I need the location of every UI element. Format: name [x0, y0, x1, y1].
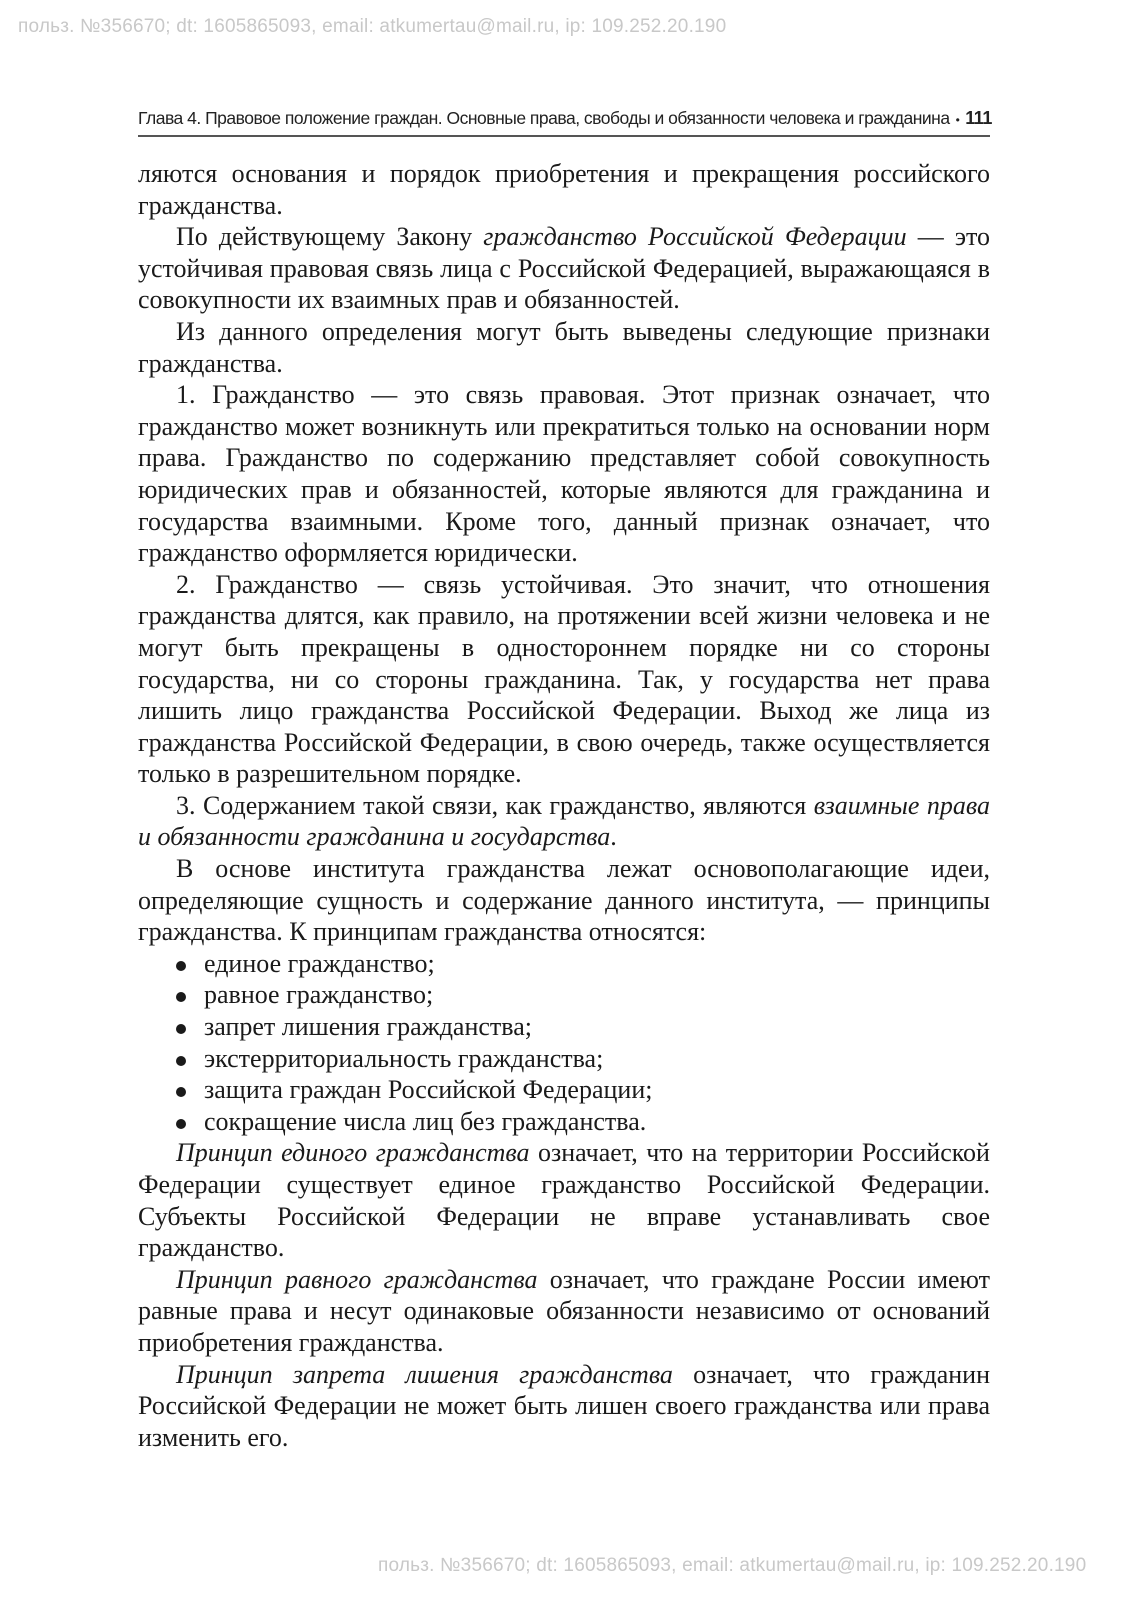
- list-item: [176, 948, 990, 980]
- emphasis: гражданство Российской Федерации: [483, 222, 907, 252]
- header-bullet: •: [955, 113, 960, 127]
- text: .: [610, 822, 617, 852]
- bullet-icon: [176, 992, 186, 1002]
- watermark-top: польз. №356670; dt: 1605865093, email: atkumertau@mail.ru, ip: 109.252.20.190: [18, 16, 727, 37]
- list-item: [176, 1074, 990, 1106]
- paragraph-sign-1: 1. Гражданство — это связь правовая. Этот признак означает, что гражданство может возникнуть или прекратиться только на основании норм права. Гражданство по содержанию представляет собой совокупность юридических прав и обязанностей, которые являются для гражданина и государства взаимными. Кроме того, данный признак означает, что гражданство оформляется юридически.: [138, 380, 990, 568]
- paragraph-signs-intro: Из данного определения могут быть выведены следующие признаки гражданства.: [138, 316, 990, 378]
- list-item: [176, 1106, 990, 1138]
- text: 3. Содержанием такой связи, как гражданство, являются: [176, 790, 814, 820]
- emphasis: Принцип единого гражданства: [176, 1138, 530, 1168]
- emphasis: Принцип запрета лишения гражданства: [176, 1359, 673, 1389]
- paragraph-principles-intro: В основе института гражданства лежат основополагающие идеи, определяющие сущность и содержание данного института, — принципы гражданства. К принципам гражданства относятся:: [138, 854, 990, 947]
- list-item-text: равное гражданство;: [204, 980, 434, 1010]
- list-item-text: единое гражданство;: [204, 948, 435, 978]
- bullet-icon: [176, 1087, 186, 1097]
- list-item: [176, 1043, 990, 1075]
- text: означает, что на территории Российской Федерации существует единое гражданство Российской Федерации. Субъекты Российской Федерации не вправе устанавливать свое гражданство.: [138, 1138, 990, 1263]
- bullet-icon: [176, 1056, 186, 1066]
- text: По действующему Закону: [176, 222, 484, 252]
- list-item-text: запрет лишения гражданства;: [204, 1012, 532, 1042]
- paragraph-principle-no-deprivation: [138, 1359, 990, 1454]
- paragraph-principle-single: [138, 1137, 990, 1263]
- paragraph-definition: [138, 221, 990, 316]
- text: — это устойчивая правовая связь лица с Российской Федерацией, выражающаяся в совокупности их взаимных прав и обязанностей.: [138, 222, 991, 315]
- list-item: [176, 979, 990, 1011]
- paragraph-principle-equal: [138, 1264, 990, 1359]
- bullet-icon: [176, 1119, 186, 1129]
- bullet-icon: [176, 1024, 186, 1034]
- list-item-text: сокращение числа лиц без гражданства.: [204, 1106, 647, 1136]
- list-item-text: экстерриториальность гражданства;: [204, 1043, 604, 1073]
- page-body: [138, 158, 990, 1453]
- bullet-icon: [176, 961, 186, 971]
- paragraph-continuation: ляются основания и порядок приобретения и прекращения российского гражданства.: [138, 159, 990, 220]
- text: означает, что гражданин Российской Федерации не может быть лишен своего гражданства или права изменить его.: [138, 1359, 990, 1452]
- list-item-text: защита граждан Российской Федерации;: [204, 1075, 653, 1105]
- chapter-title: Глава 4. Правовое положение граждан. Основные права, свободы и обязанности человека и гражданина: [138, 108, 950, 128]
- emphasis: взаимные права и обязанности гражданина и государства: [138, 790, 990, 852]
- running-header: [138, 108, 990, 137]
- list-item: [176, 1011, 990, 1043]
- paragraph-sign-2: 2. Гражданство — связь устойчивая. Это значит, что отношения гражданства длятся, как правило, на протяжении всей жизни человека и не могут быть прекращены в одностороннем порядке ни со стороны государства, ни со стороны гражданина. Так, у государства нет права лишить лицо гражданства Российской Федерации. Выход же лица из гражданства Российской Федерации, в свою очередь, также осуществляется только в разрешительном порядке.: [138, 569, 990, 789]
- page-number: 111: [965, 108, 992, 128]
- page-number-group: [950, 108, 992, 129]
- text: означает, что граждане России имеют равные права и несут одинаковые обязанности независимо от оснований приобретения гражданства.: [138, 1264, 991, 1357]
- watermark-bottom: польз. №356670; dt: 1605865093, email: atkumertau@mail.ru, ip: 109.252.20.190: [378, 1555, 1087, 1576]
- paragraph-sign-3: [138, 790, 990, 853]
- principles-list: [138, 948, 990, 1138]
- emphasis: Принцип равного гражданства: [176, 1264, 538, 1294]
